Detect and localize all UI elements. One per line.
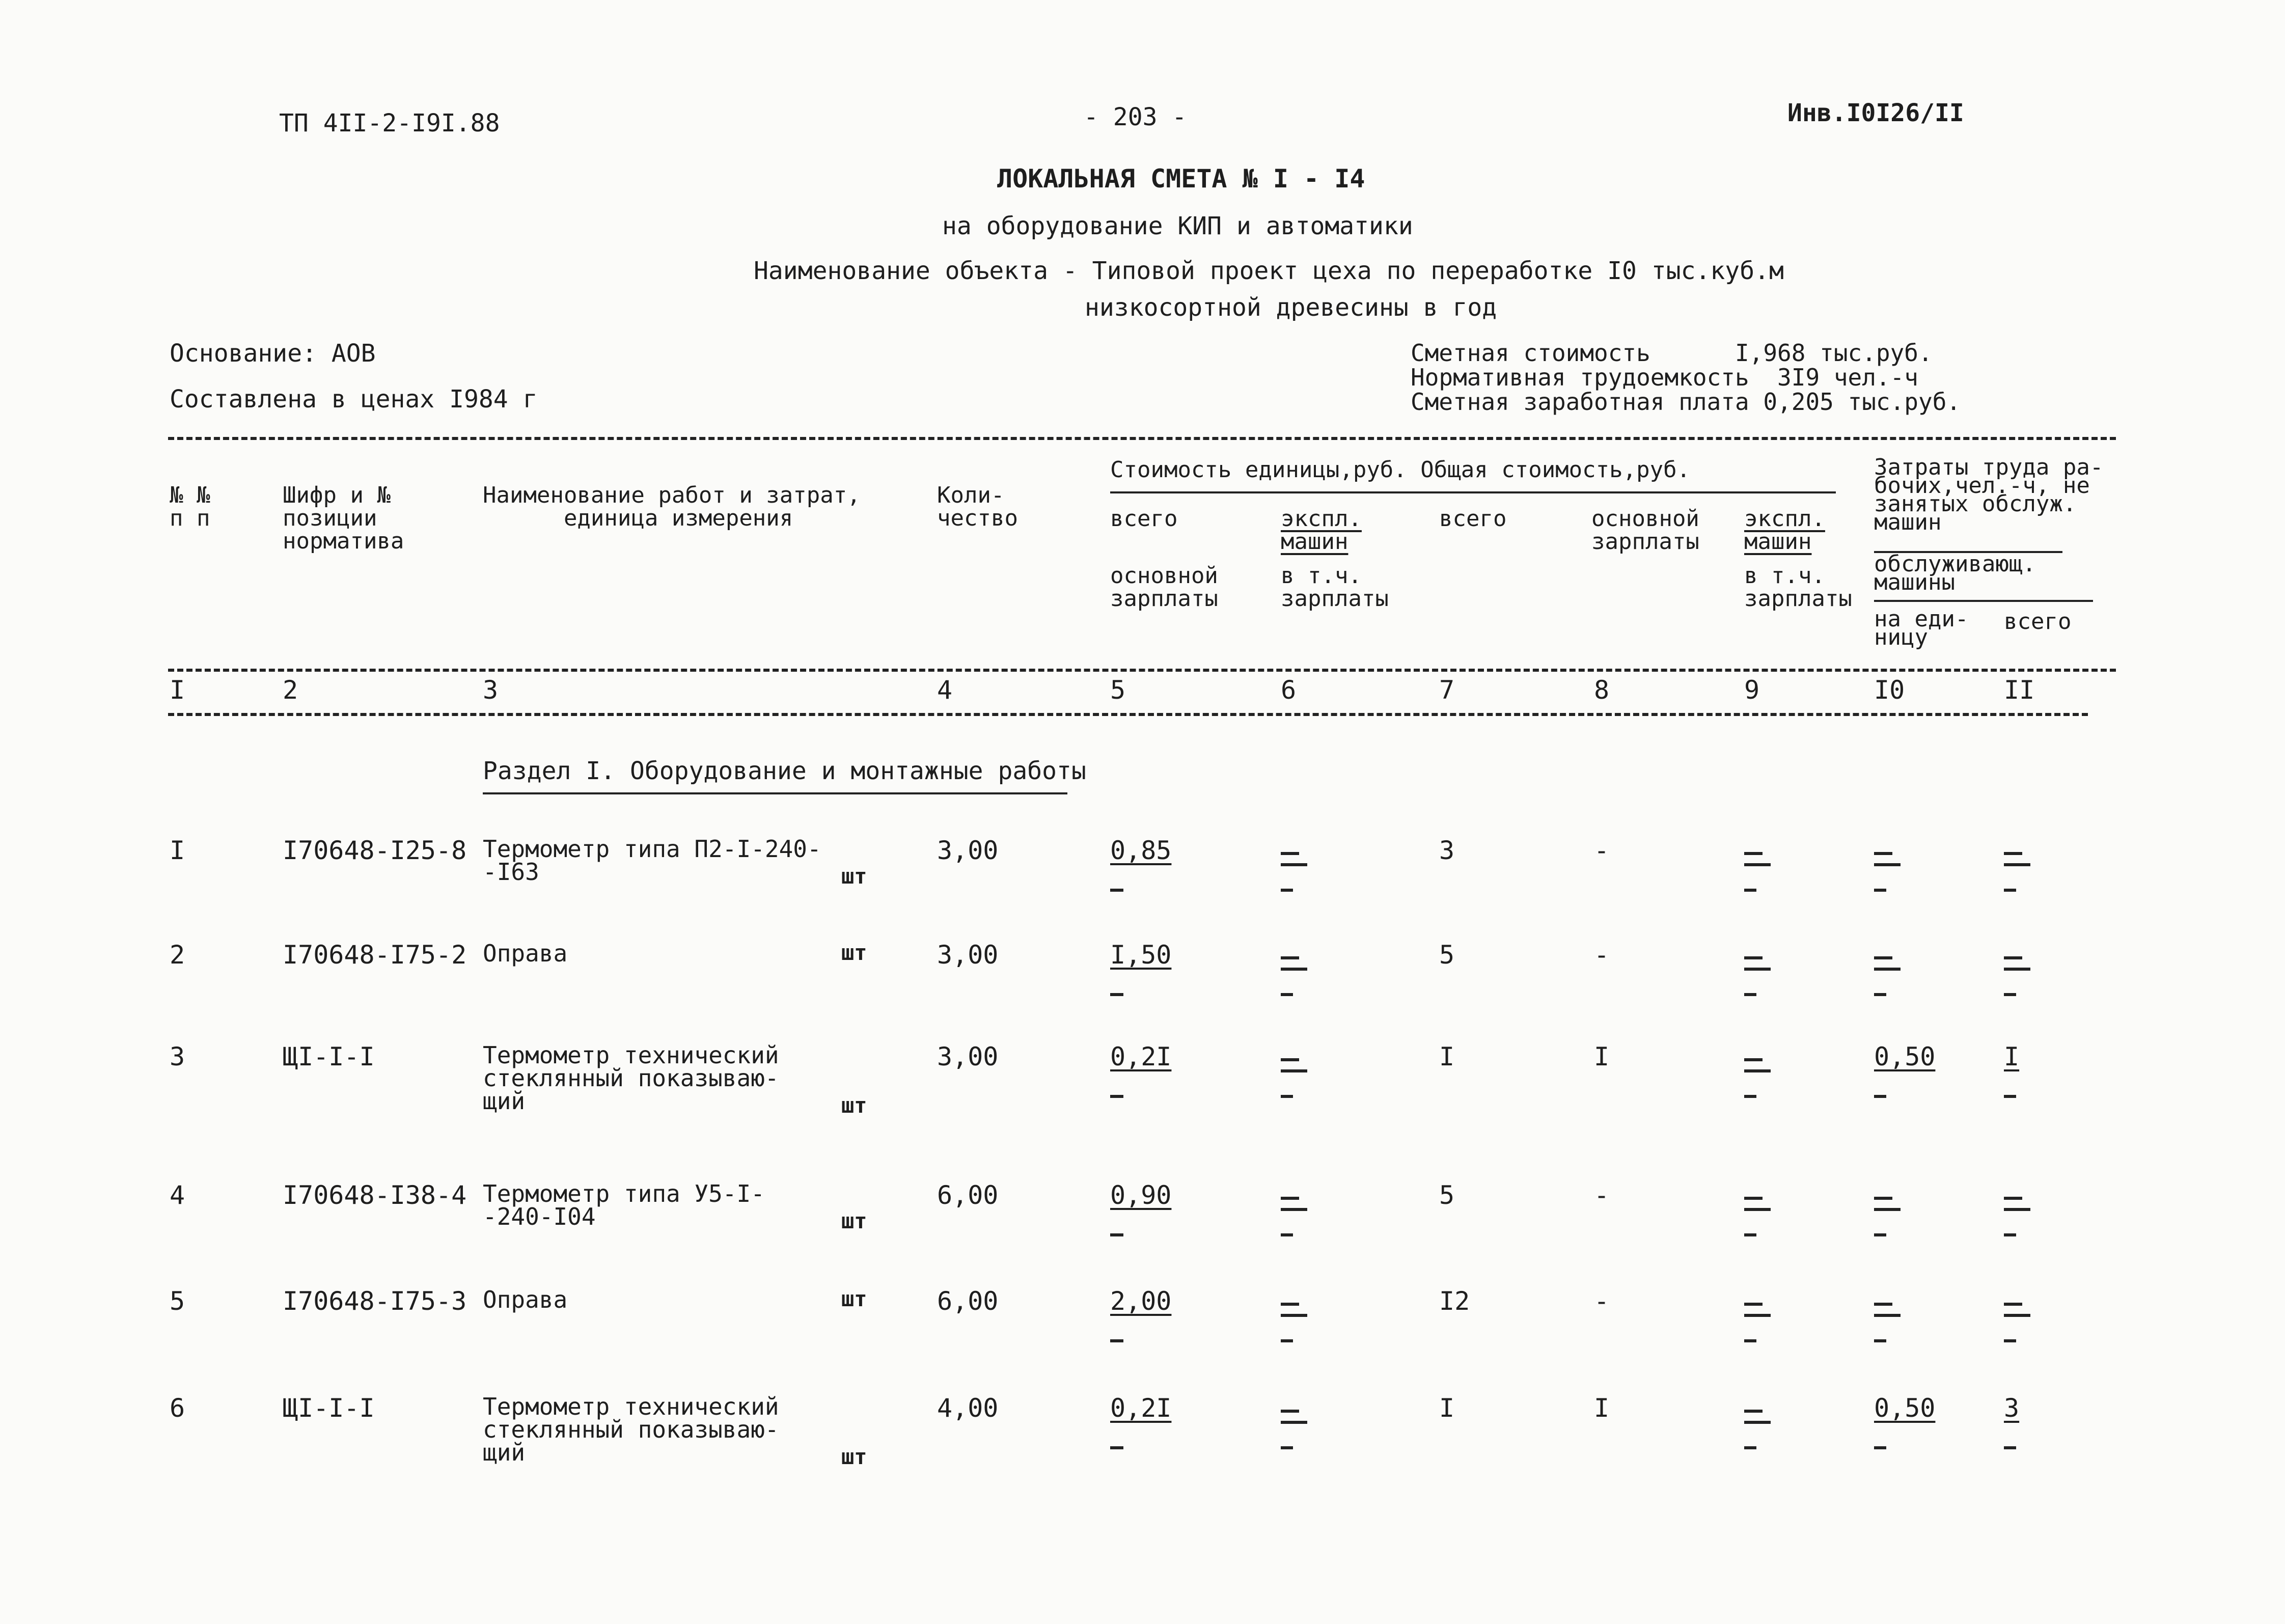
norm-code: I70648-I25-8 [283, 836, 467, 865]
unit-of-measure: шт [841, 864, 867, 889]
cell-value [1281, 1044, 1284, 1050]
base-salary: I [1594, 1393, 1610, 1423]
dash-underline [1281, 1208, 1307, 1211]
unit-cost-total: I,50 [1110, 940, 1172, 970]
col-header-c5-bottom: основной зарплаты [1110, 563, 1218, 612]
dash-underline [1874, 968, 1901, 971]
col-header-c11: всего [2004, 609, 2072, 635]
dash-mark [1744, 1410, 1763, 1413]
fraction-dash [1744, 1446, 1756, 1449]
column-number: 2 [283, 675, 298, 705]
dash-mark [1874, 852, 1892, 855]
cell-value [1744, 838, 1747, 843]
cell-value: 0,50 [1874, 1393, 1936, 1423]
work-name: Термометр технический стеклянный показываю- щий [483, 1393, 779, 1466]
quantity: 3,00 [937, 1042, 999, 1071]
inventory-number: Инв.I0I26/II [1787, 99, 1964, 127]
cell-value [1744, 1288, 1747, 1294]
fraction-dash [1744, 889, 1756, 892]
cell-value [1874, 1288, 1877, 1294]
page-number: - 203 - [1084, 103, 1187, 131]
col-header-c5-top: всего [1110, 506, 1178, 532]
cell-value [1281, 942, 1284, 948]
row-number: 2 [170, 940, 185, 970]
fraction-dash [2004, 1233, 2016, 1236]
cell-value [1744, 942, 1747, 948]
dash-underline [2004, 968, 2030, 971]
unit-cost-total: 0,85 [1110, 836, 1172, 865]
dash-underline [1281, 1314, 1307, 1317]
col-header-labor-sub: обслуживающ. машины [1874, 551, 2036, 595]
dash-mark [1744, 852, 1763, 855]
quantity: 4,00 [937, 1393, 999, 1423]
quantity: 6,00 [937, 1180, 999, 1210]
column-number: 8 [1594, 675, 1610, 705]
header-bottom-rule [168, 669, 2116, 672]
fraction-dash [1110, 993, 1123, 996]
cell-value [1744, 1182, 1747, 1188]
dash-underline [1281, 1069, 1307, 1072]
dash-underline [2004, 1314, 2030, 1317]
norm-code: I70648-I38-4 [283, 1180, 467, 1210]
cell-value: I [2004, 1042, 2020, 1071]
cell-value [2004, 942, 2007, 948]
column-number: 6 [1281, 675, 1297, 705]
estimated-cost: Сметная стоимость I,968 тыс.руб. [1411, 339, 1933, 367]
quantity: 3,00 [937, 836, 999, 865]
norm-code: ЩI-I-I [283, 1042, 375, 1071]
dash-underline [1874, 1208, 1901, 1211]
base-salary: - [1594, 940, 1610, 970]
dash-mark [1281, 1410, 1299, 1413]
base-salary: I [1594, 1042, 1610, 1071]
estimate-subtitle: на оборудование КИП и автоматики [942, 212, 1413, 240]
total-cost: 5 [1439, 940, 1455, 970]
dash-mark [2004, 852, 2022, 855]
dash-mark [2004, 1197, 2022, 1200]
cost-group-rule [1110, 491, 1836, 493]
column-number: 3 [483, 675, 499, 705]
unit-of-measure: шт [841, 1208, 867, 1233]
col-header-code: Шифр и № позиции норматива [283, 482, 404, 554]
cell-value [1281, 1395, 1284, 1401]
unit-cost-total: 2,00 [1110, 1286, 1172, 1316]
dash-underline [2004, 1208, 2030, 1211]
cell-value [1281, 1182, 1284, 1188]
quantity: 6,00 [937, 1286, 999, 1316]
total-cost: I [1439, 1042, 1455, 1071]
unit-cost-total: 0,2I [1110, 1042, 1172, 1071]
fraction-dash [1744, 993, 1756, 996]
dash-mark [1281, 1303, 1299, 1306]
object-name-line1: Наименование объекта - Типовой проект цеха по переработке I0 тыс.куб.м [754, 257, 1784, 285]
fraction-dash [1281, 1095, 1293, 1098]
work-name: Термометр типа У5-I- -240-I04 [483, 1180, 765, 1230]
total-cost: 5 [1439, 1180, 1455, 1210]
base-salary: - [1594, 1286, 1610, 1316]
estimated-salary: Сметная заработная плата 0,205 тыс.руб. [1411, 388, 1961, 416]
work-name: Оправа [483, 1286, 568, 1313]
dash-underline [1874, 863, 1901, 866]
object-name-line2: низкосортной древесины в год [1085, 293, 1497, 322]
basis: Основание: АОВ [170, 339, 376, 368]
dash-mark [1744, 1197, 1763, 1200]
unit-cost-total: 0,2I [1110, 1393, 1172, 1423]
dash-underline [1744, 968, 1771, 971]
dash-mark [2004, 1303, 2022, 1306]
normative-labor: Нормативная трудоемкость 3I9 чел.-ч [1411, 364, 1918, 391]
dash-mark [1744, 1303, 1763, 1306]
cell-value: 0,50 [1874, 1042, 1936, 1071]
cell-value [1874, 942, 1877, 948]
column-number: II [2004, 675, 2035, 705]
unit-of-measure: шт [841, 1093, 867, 1118]
fraction-dash [1874, 1095, 1886, 1098]
fraction-dash [1874, 889, 1886, 892]
cell-value: 3 [2004, 1393, 2020, 1423]
fraction-dash [1110, 1095, 1123, 1098]
dash-mark [1744, 956, 1763, 959]
fraction-dash [1110, 1446, 1123, 1449]
dash-underline [1744, 863, 1771, 866]
cell-value [2004, 838, 2007, 843]
fraction-dash [1281, 993, 1293, 996]
cell-value [2004, 1182, 2007, 1188]
fraction-dash [2004, 1095, 2016, 1098]
price-basis: Составлена в ценах I984 г [170, 385, 538, 414]
norm-code: ЩI-I-I [283, 1393, 375, 1423]
col-header-c6-bottom: в т.ч. зарплаты [1281, 563, 1389, 612]
fraction-dash [1744, 1095, 1756, 1098]
cell-value [1874, 838, 1877, 843]
cell-value [1874, 1182, 1877, 1188]
norm-code: I70648-I75-3 [283, 1286, 467, 1316]
section-title-underline [483, 792, 1067, 794]
dash-underline [2004, 863, 2030, 866]
total-cost: 3 [1439, 836, 1455, 865]
col-header-cost-group: Стоимость единицы,руб. Общая стоимость,руб. [1110, 457, 1691, 483]
work-name: Термометр типа П2-I-240- -I63 [483, 835, 821, 886]
section-title: Раздел I. Оборудование и монтажные работы [483, 757, 1086, 785]
fraction-dash [1110, 889, 1123, 892]
col-header-name: Наименование работ и затрат, единица измерения [483, 482, 861, 531]
unit-of-measure: шт [841, 1444, 867, 1469]
col-header-c6-top: экспл. машин [1281, 506, 1362, 555]
dash-mark [1744, 1058, 1763, 1061]
col-header-qty: Коли- чество [937, 482, 1018, 531]
doc-code: ТП 4II-2-I9I.88 [279, 109, 500, 137]
fraction-dash [1110, 1339, 1123, 1342]
fraction-dash [1281, 1233, 1293, 1236]
fraction-dash [2004, 993, 2016, 996]
base-salary: - [1594, 836, 1610, 865]
cell-value [1744, 1044, 1747, 1050]
quantity: 3,00 [937, 940, 999, 970]
dash-mark [1874, 1303, 1892, 1306]
total-cost: I2 [1439, 1286, 1470, 1316]
cell-value [1744, 1395, 1747, 1401]
dash-mark [1874, 1197, 1892, 1200]
fraction-dash [1281, 889, 1293, 892]
column-number: 7 [1439, 675, 1455, 705]
col-header-number: № № п п [170, 482, 210, 531]
row-number: 6 [170, 1393, 185, 1423]
dash-underline [1874, 1314, 1901, 1317]
row-number: 5 [170, 1286, 185, 1316]
col-header-c9-bottom: в т.ч. зарплаты [1744, 563, 1852, 612]
column-number: 9 [1744, 675, 1760, 705]
col-header-labor-group: Затраты труда ра- бочих,чел.-ч, не занятых обслуж. машин [1874, 454, 2104, 535]
cell-value [1281, 1288, 1284, 1294]
fraction-dash [2004, 1339, 2016, 1342]
unit-cost-total: 0,90 [1110, 1180, 1172, 1210]
fraction-dash [1744, 1233, 1756, 1236]
fraction-dash [1281, 1339, 1293, 1342]
fraction-dash [1874, 1339, 1886, 1342]
dash-mark [1281, 1197, 1299, 1200]
row-number: 3 [170, 1042, 185, 1071]
column-number: I0 [1874, 675, 1905, 705]
row-number: 4 [170, 1180, 185, 1210]
dash-underline [1281, 863, 1307, 866]
fraction-dash [2004, 1446, 2016, 1449]
dash-mark [1281, 956, 1299, 959]
dash-underline [1281, 968, 1307, 971]
col-header-c8: основной зарплаты [1591, 506, 1699, 555]
dash-underline [1744, 1069, 1771, 1072]
row-number: I [170, 836, 185, 865]
cell-value [2004, 1288, 2007, 1294]
numbers-bottom-rule [168, 713, 2088, 716]
fraction-dash [1874, 993, 1886, 996]
dash-underline [1744, 1314, 1771, 1317]
fraction-dash [1874, 1446, 1886, 1449]
col-header-c10: на еди- ницу [1874, 606, 1969, 650]
fraction-dash [1744, 1339, 1756, 1342]
labor-sub-rule [1874, 600, 2093, 602]
column-number: I [170, 675, 185, 705]
fraction-dash [1110, 1233, 1123, 1236]
fraction-dash [1281, 1446, 1293, 1449]
col-header-c7: всего [1439, 506, 1507, 532]
norm-code: I70648-I75-2 [283, 940, 467, 970]
dash-underline [1744, 1421, 1771, 1424]
dash-underline [1281, 1421, 1307, 1424]
total-cost: I [1439, 1393, 1455, 1423]
unit-of-measure: шт [841, 940, 867, 965]
dash-mark [2004, 956, 2022, 959]
dash-mark [1281, 852, 1299, 855]
col-header-c9-top: экспл. машин [1744, 506, 1825, 555]
fraction-dash [1874, 1233, 1886, 1236]
estimate-title: ЛОКАЛЬНАЯ СМЕТА № I - I4 [997, 164, 1365, 194]
dash-mark [1874, 956, 1892, 959]
column-number: 5 [1110, 675, 1126, 705]
table-top-rule [168, 437, 2116, 440]
dash-underline [1744, 1208, 1771, 1211]
column-number: 4 [937, 675, 953, 705]
unit-of-measure: шт [841, 1286, 867, 1311]
cell-value [1281, 838, 1284, 843]
work-name: Термометр технический стеклянный показываю- щий [483, 1041, 779, 1115]
dash-mark [1281, 1058, 1299, 1061]
fraction-dash [2004, 889, 2016, 892]
work-name: Оправа [483, 940, 568, 967]
base-salary: - [1594, 1180, 1610, 1210]
